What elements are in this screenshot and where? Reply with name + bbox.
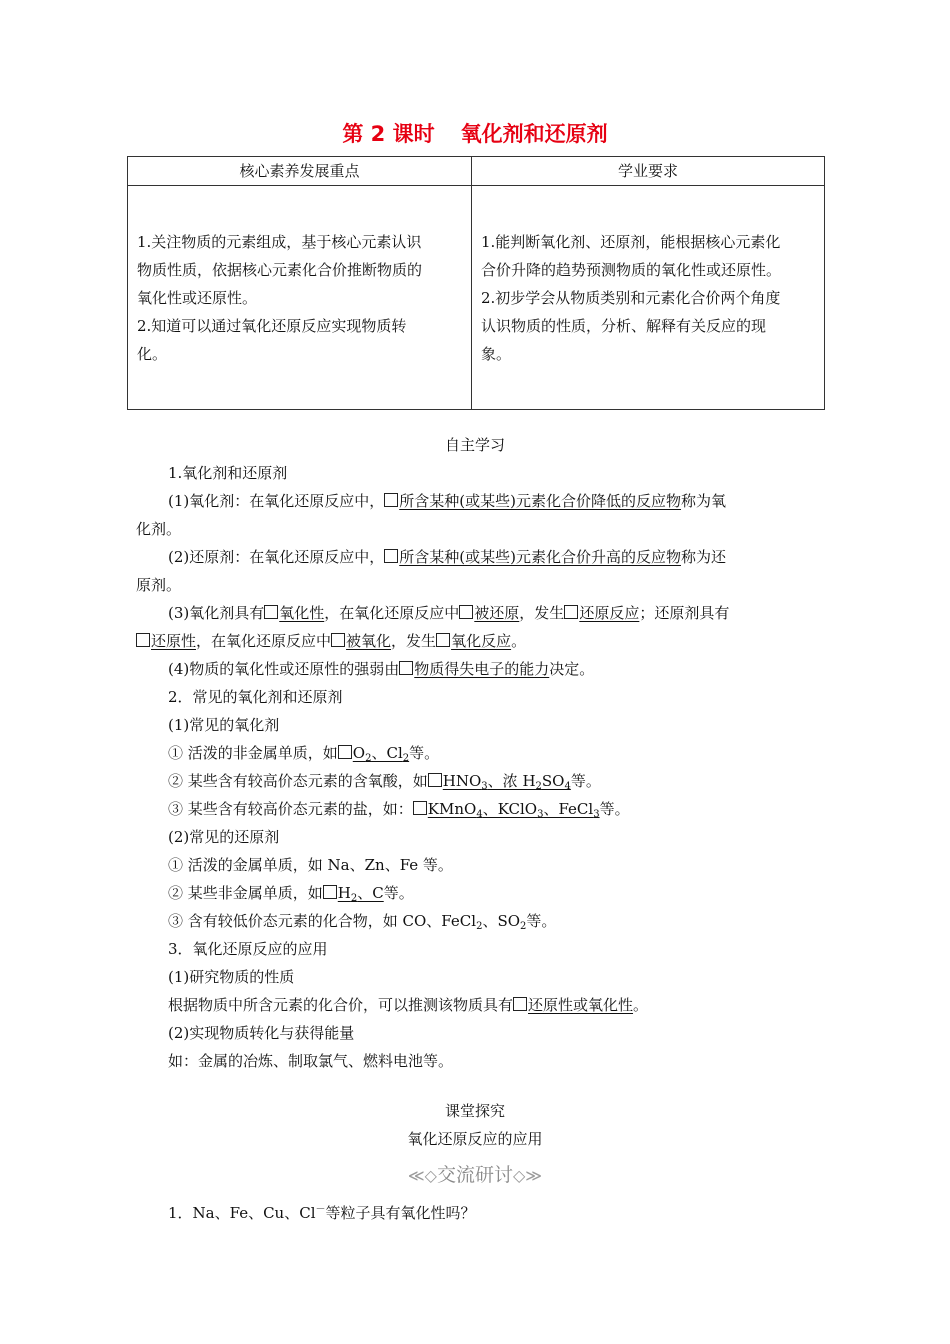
- answer-box-icon: [264, 605, 278, 619]
- answer-box-icon: [384, 549, 398, 563]
- answer-box-icon: [399, 661, 413, 675]
- subheading-properties: (1)研究物质的性质: [168, 968, 295, 986]
- table-line: 合价升降的趋势预测物质的氧化性或还原性。: [481, 260, 782, 279]
- answer-box-icon: [384, 493, 398, 507]
- table-header-requirements: 学业要求: [472, 157, 825, 186]
- table-line: 2.初步学会从物质类别和元素化合价两个角度: [481, 288, 781, 307]
- subheading-conversion: (2)实现物质转化与获得能量: [168, 1024, 355, 1042]
- answer-box-icon: [428, 773, 442, 787]
- paragraph-oxidant: (1)氧化剂：在氧化还原反应中， 所含某种(或某些)元素化合价降低的反应物称为氧: [168, 492, 726, 510]
- table-line: 1.关注物质的元素组成，基于核心元素认识: [137, 232, 422, 251]
- answer-box-icon: [338, 745, 352, 759]
- reductant-item-3: ③ 含有较低价态元素的化合物，如 CO、FeCl$_2$、$SO_2$等。: [168, 912, 557, 932]
- requirements-cell: [472, 186, 825, 410]
- section-heading-self-study: 自主学习: [444, 436, 505, 454]
- oxidant-item-2: ② 某些含有较高价态元素的含氧酸，如 $HNO_3$、浓 $H_2SO_4$等。: [168, 772, 601, 792]
- requirements-table: [127, 156, 825, 410]
- heading-3: 3．氧化还原反应的应用: [168, 940, 328, 958]
- answer-box-icon: [459, 605, 473, 619]
- table-line: 1.能判断氧化剂、还原剂，能根据核心元素化: [481, 232, 781, 251]
- table-line: 象。: [481, 344, 512, 363]
- application-paragraph-1: 根据物质中所含元素的化合价，可以推测该物质具有 还原性或氧化性。: [168, 996, 649, 1014]
- banner-decoration-left: ≪◇: [407, 1166, 437, 1185]
- table-line: 化。: [137, 344, 168, 363]
- table-line: 认识物质的性质，分析、解释有关反应的现: [481, 316, 767, 335]
- heading-2: 2．常见的氧化剂和还原剂: [168, 688, 343, 706]
- core-literacy-cell: [128, 186, 472, 410]
- table-line: 物质性质，依据核心元素化合价推断物质的: [137, 260, 423, 279]
- reductant-item-1: ① 活泼的金属单质，如 Na、Zn、Fe 等。: [168, 856, 453, 874]
- discussion-banner: ≪◇交流研讨◇≫: [407, 1164, 543, 1186]
- application-paragraph-2: 如：金属的冶炼、制取氯气、燃料电池等。: [168, 1052, 454, 1070]
- page-title: 第 2 课时 氧化剂和还原剂: [342, 122, 608, 146]
- table-line: 氧化性或还原性。: [137, 288, 258, 307]
- paragraph-strength: (4)物质的氧化性或还原性的强弱由 物质得失电子的能力决定。: [168, 660, 595, 678]
- table-header-core-literacy: 核心素养发展重点: [128, 157, 472, 186]
- heading-1: 1.氧化剂和还原剂: [168, 464, 288, 482]
- section-subheading: 氧化还原反应的应用: [407, 1130, 543, 1148]
- answer-box-icon: [136, 633, 150, 647]
- answer-box-icon: [331, 633, 345, 647]
- paragraph-reductant-cont: 原剂。: [136, 576, 182, 594]
- subheading-oxidants: (1)常见的氧化剂: [168, 716, 280, 734]
- banner-decoration-right: ◇≫: [513, 1166, 543, 1185]
- answer-box-icon: [413, 801, 427, 815]
- paragraph-oxidant-cont: 化剂。: [136, 520, 182, 538]
- paragraph-properties: (3)氧化剂具有 氧化性，在氧化还原反应中 被还原，发生 还原反应；还原剂具有: [168, 604, 730, 622]
- paragraph-reductant: (2)还原剂：在氧化还原反应中， 所含某种(或某些)元素化合价升高的反应物称为还: [168, 548, 726, 566]
- question-1: 1．Na、Fe、Cu、Cl－等粒子具有氧化性吗？: [168, 1204, 476, 1222]
- answer-box-icon: [323, 885, 337, 899]
- paragraph-properties-cont: 还原性，在氧化还原反应中 被氧化，发生 氧化反应。: [136, 630, 526, 651]
- oxidant-item-1: ① 活泼的非金属单质，如 $O_2$、$Cl_2$等。: [168, 744, 440, 764]
- table-line: 2.知道可以通过氧化还原反应实现物质转: [137, 316, 407, 335]
- section-heading-class-inquiry: 课堂探究: [444, 1102, 505, 1120]
- reductant-item-2: ② 某些非金属单质，如 $H_2$、C等。: [168, 884, 414, 904]
- answer-box-icon: [513, 997, 527, 1011]
- answer-box-icon: [564, 605, 578, 619]
- subheading-reductants: (2)常见的还原剂: [168, 828, 280, 846]
- answer-box-icon: [436, 633, 450, 647]
- oxidant-item-3: ③ 某些含有较高价态元素的盐，如： KMnO$_4$、KClO$_3$、FeCl$_3$等。: [168, 800, 630, 820]
